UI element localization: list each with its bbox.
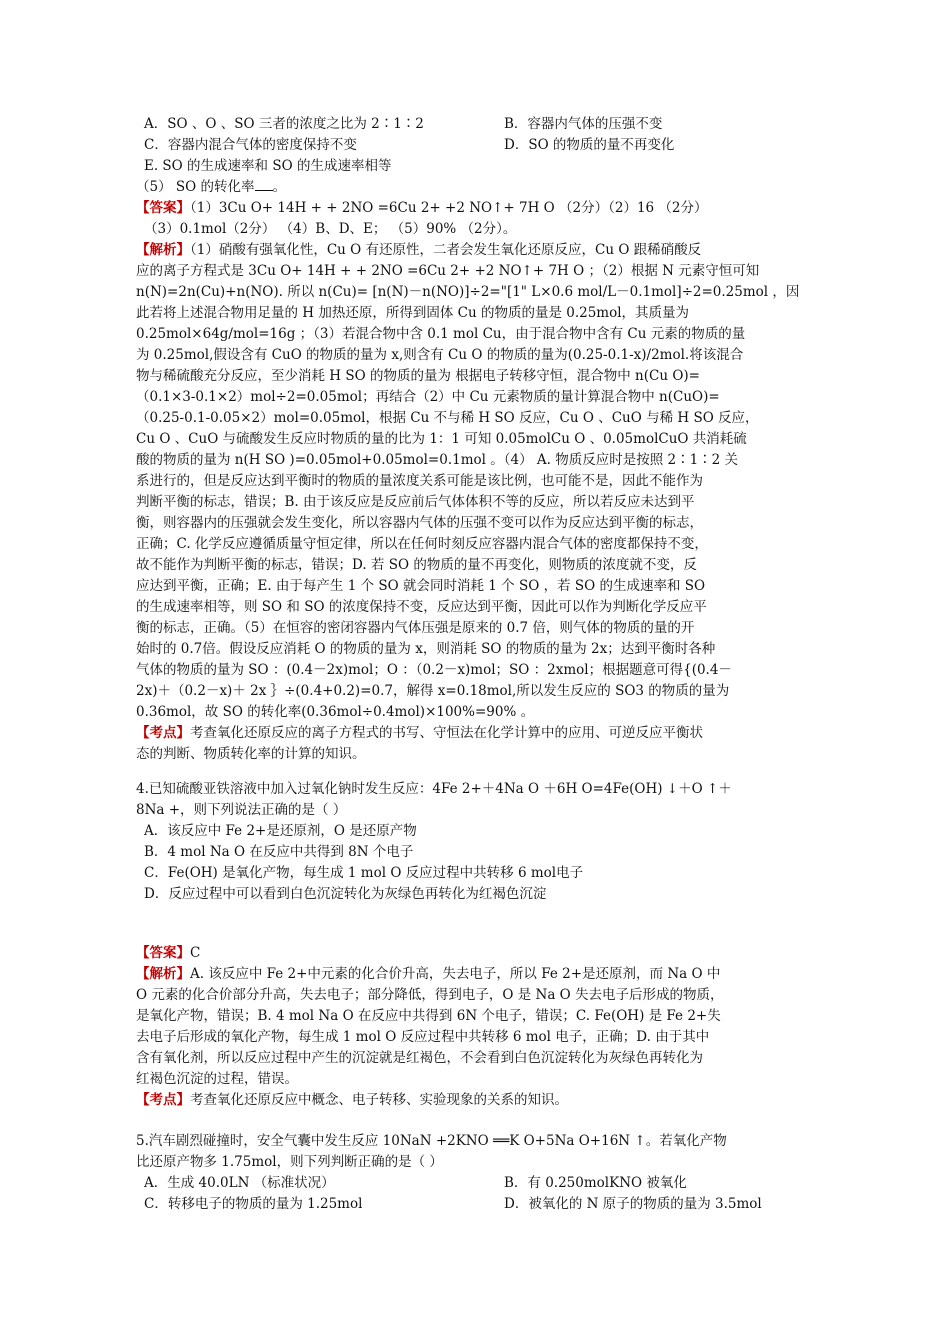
- analysis-line: 正确；C. 化学反应遵循质量守恒定律，所以在任何时刻反应容器内混合气体的密度都保持不变，: [136, 536, 708, 552]
- document-content: [136, 114, 826, 1215]
- answer-text-1: （1）3Cu O+ 14H + + 2NO =6Cu 2+ +2 NO↑+ 7H O （2分）（2）16 （2分）: [190, 200, 708, 216]
- analysis-line: 气体的物质的量为 SO ：(0.4－2x)mol；O ：（0.2－x)mol；SO ：2xmol；根据题意可得{(0.4－: [136, 662, 732, 678]
- q4-stem-line-2: 8Na +，则下列说法正确的是（ ）: [136, 802, 347, 818]
- q4-analysis-first-line: [136, 964, 826, 985]
- option-d: D．SO 的物质的量不再变化: [504, 137, 675, 153]
- q4-answer-value: C: [190, 945, 201, 961]
- analysis-line: 应达到平衡，正确；E. 由于每产生 1 个 SO 就会同时消耗 1 个 SO ，若 SO 的生成速率和 SO: [136, 578, 706, 594]
- option-row: [136, 114, 826, 135]
- option-a: A．SO 、O 、SO 三者的浓度之比为 2∶1∶2: [144, 116, 424, 132]
- q4-kaodian-text: 考查氧化还原反应中概念、电子转移、实验现象的关系的知识。: [190, 1092, 568, 1108]
- q4-analysis-text: A. 该反应中 Fe 2+中元素的化合价升高，失去电子，所以 Fe 2+是还原剂，而 Na O 中: [190, 966, 721, 982]
- q4-option-c: C．Fe(OH) 是氧化产物，每生成 1 mol O 反应过程中共转移 6 mol电子: [144, 865, 584, 881]
- q4-analysis-line: 红褐色沉淀的过程，错误。: [136, 1071, 298, 1087]
- analysis-line: Cu O 、CuO 与硫酸发生反应时物质的量的比为 1：1 可知 0.05molCu O 、0.05molCuO 共消耗硫: [136, 431, 747, 447]
- q5-option-row: [136, 1194, 826, 1215]
- analysis-line: 的生成速率相等，则 SO 和 SO 的浓度保持不变，反应达到平衡，因此可以作为判断化学反应平: [136, 599, 707, 615]
- q4-kaodian-tag: 【考点】: [136, 1092, 190, 1108]
- analysis-line: 2x)＋（0.2－x)＋ 2x ｝÷(0.4+0.2)=0.7，解得 x=0.18mol,所以发生反应的 SO3 的物质的量为: [136, 683, 730, 699]
- analysis-text: （1）硝酸有强氧化性，Cu O 有还原性，二者会发生氧化还原反应，Cu O 跟稀硝酸反: [190, 242, 702, 258]
- kaodian-text: 考查氧化还原反应的离子方程式的书写、守恒法在化学计算中的应用、可逆反应平衡状: [190, 725, 703, 741]
- analysis-line: （0.25-0.1-0.05×2）mol=0.05mol，根据 Cu 不与稀 H SO 反应，Cu O 、CuO 与稀 H SO 反应，: [136, 410, 759, 426]
- q4-answer-tag: 【答案】: [136, 945, 190, 961]
- analysis-line: 衡的标志，正确。（5）在恒容的密闭容器内气体压强是原来的 0.7 倍，则气体的物质的量的开: [136, 620, 695, 636]
- q5-option-d: D．被氧化的 N 原子的物质的量为 3.5mol: [504, 1196, 762, 1212]
- q5-stem-line-2: 比还原产物多 1.75mol，则下列判断正确的是（ ）: [136, 1154, 443, 1170]
- spacer: [136, 905, 826, 943]
- analysis-line: 判断平衡的标志，错误；B. 由于该反应是反应前后气体体积不等的反应，所以若反应未达到平: [136, 494, 695, 510]
- answer-blank: [255, 178, 273, 191]
- option-c: C．容器内混合气体的密度保持不变: [144, 137, 357, 153]
- analysis-line: 始时的 0.7倍。假设反应消耗 O 的物质的量为 x，则消耗 SO 的物质的量为 2x；达到平衡时各种: [136, 641, 716, 657]
- analysis-line: 故不能作为判断平衡的标志，错误；D. 若 SO 的物质的量不再变化，则物质的浓度就不变，反: [136, 557, 697, 573]
- analysis-line: 0.25mol×64g/mol=16g ；（3）若混合物中含 0.1 mol Cu，由于混合物中含有 Cu 元素的物质的量: [136, 326, 746, 342]
- q4-analysis-tag: 【解析】: [136, 966, 190, 982]
- q4-analysis-line: 是氧化产物，错误；B. 4 mol Na O 在反应中共得到 6N 个电子，错误；C. Fe(OH) 是 Fe 2+失: [136, 1008, 721, 1024]
- q5-stem-line-1: 5.汽车剧烈碰撞时，安全气囊中发生反应 10NaN +2KNO ══K O+5Na O+16N ↑。若氧化产物: [136, 1133, 727, 1149]
- q4-option-b: B．4 mol Na O 在反应中共得到 8N 个电子: [144, 844, 414, 860]
- analysis-line: 衡，则容器内的压强就会发生变化，所以容器内气体的压强不变可以作为反应达到平衡的标志，: [136, 515, 703, 531]
- answer-tag: 【答案】: [136, 200, 190, 216]
- option-row: [136, 135, 826, 156]
- q4-option-a: A．该反应中 Fe 2+是还原剂，O 是还原产物: [144, 823, 417, 839]
- answer-line-2: （3）0.1mol（2分） （4）B、D、E； （5）90% （2分）。: [144, 221, 517, 237]
- spacer: [136, 1111, 826, 1131]
- analysis-first-line: [136, 240, 826, 261]
- sub-question-5: （5） SO 的转化率 。: [136, 179, 286, 195]
- analysis-line: （0.1×3-0.1×2）mol÷2=0.05mol；再结合（2）中 Cu 元素物质的量计算混合物中 n(CuO)=: [136, 389, 720, 405]
- spacer: [136, 765, 826, 779]
- option-e: E. SO 的生成速率和 SO 的生成速率相等: [144, 158, 392, 174]
- analysis-line: 此若将上述混合物用足量的 H 加热还原，所得到固体 Cu 的物质的量是 0.25mol，其质量为: [136, 305, 690, 321]
- q4-analysis-line: 含有氧化剂，所以反应过程中产生的沉淀就是红褐色，不会看到白色沉淀转化为灰绿色再转化为: [136, 1050, 703, 1066]
- kaodian-line-2: 态的判断、物质转化率的计算的知识。: [136, 746, 366, 762]
- q4-kaodian: [136, 1090, 826, 1111]
- q4-option-d: D．反应过程中可以看到白色沉淀转化为灰绿色再转化为红褐色沉淀: [144, 886, 547, 902]
- analysis-line: 0.36mol，故 SO 的转化率(0.36mol÷0.4mol)×100%=90% 。: [136, 704, 535, 720]
- q4-analysis-line: 去电子后形成的氧化产物，每生成 1 mol O 反应过程中共转移 6 mol 电子，正确；D. 由于其中: [136, 1029, 710, 1045]
- analysis-line: 应的离子方程式是 3Cu O+ 14H + + 2NO =6Cu 2+ +2 NO↑+ 7H O ；（2）根据 N 元素守恒可知: [136, 263, 760, 279]
- analysis-line: 为 0.25mol,假设含有 CuO 的物质的量为 x,则含有 Cu O 的物质的量为(0.25-0.1-x)/2mol.将该混合: [136, 347, 744, 363]
- answer-line-1: [136, 198, 826, 219]
- q5-option-row: [136, 1173, 826, 1194]
- analysis-tag: 【解析】: [136, 242, 190, 258]
- kaodian-line-1: [136, 723, 826, 744]
- kaodian-tag: 【考点】: [136, 725, 190, 741]
- analysis-line: 酸的物质的量为 n(H SO )=0.05mol+0.05mol=0.1mol 。（4） A. 物质反应时是按照 2∶1∶2 关: [136, 452, 739, 468]
- q5-option-a: A．生成 40.0LN （标准状况）: [144, 1175, 335, 1191]
- q4-stem-line-1: 4.已知硫酸亚铁溶液中加入过氧化钠时发生反应：4Fe 2+＋4Na O ＋6H O=4Fe(OH) ↓＋O ↑＋: [136, 781, 732, 797]
- option-b: B．容器内气体的压强不变: [504, 116, 663, 132]
- q4-answer: [136, 943, 826, 964]
- analysis-line: 物与稀硫酸充分反应，至少消耗 H SO 的物质的量为 根据电子转移守恒，混合物中 n(Cu O)=: [136, 368, 700, 384]
- analysis-line: 系进行的，但是反应达到平衡时的物质的量浓度关系可能是该比例，也可能不是，因此不能作为: [136, 473, 703, 489]
- q5-option-c: C．转移电子的物质的量为 1.25mol: [144, 1196, 363, 1212]
- q5-option-b: B．有 0.250molKNO 被氧化: [504, 1175, 687, 1191]
- analysis-line: n(N)=2n(Cu)+n(NO). 所以 n(Cu)= [n(N)－n(NO)]÷2="[1" L×0.6 mol/L－0.1mol]÷2=0.25mol ，因: [136, 284, 800, 300]
- q4-analysis-line: O 元素的化合价部分升高，失去电子；部分降低，得到电子，O 是 Na O 失去电子后形成的物质，: [136, 987, 724, 1003]
- analysis-body: [136, 261, 826, 723]
- sub-question-5-text: （5） SO 的转化率: [136, 179, 255, 195]
